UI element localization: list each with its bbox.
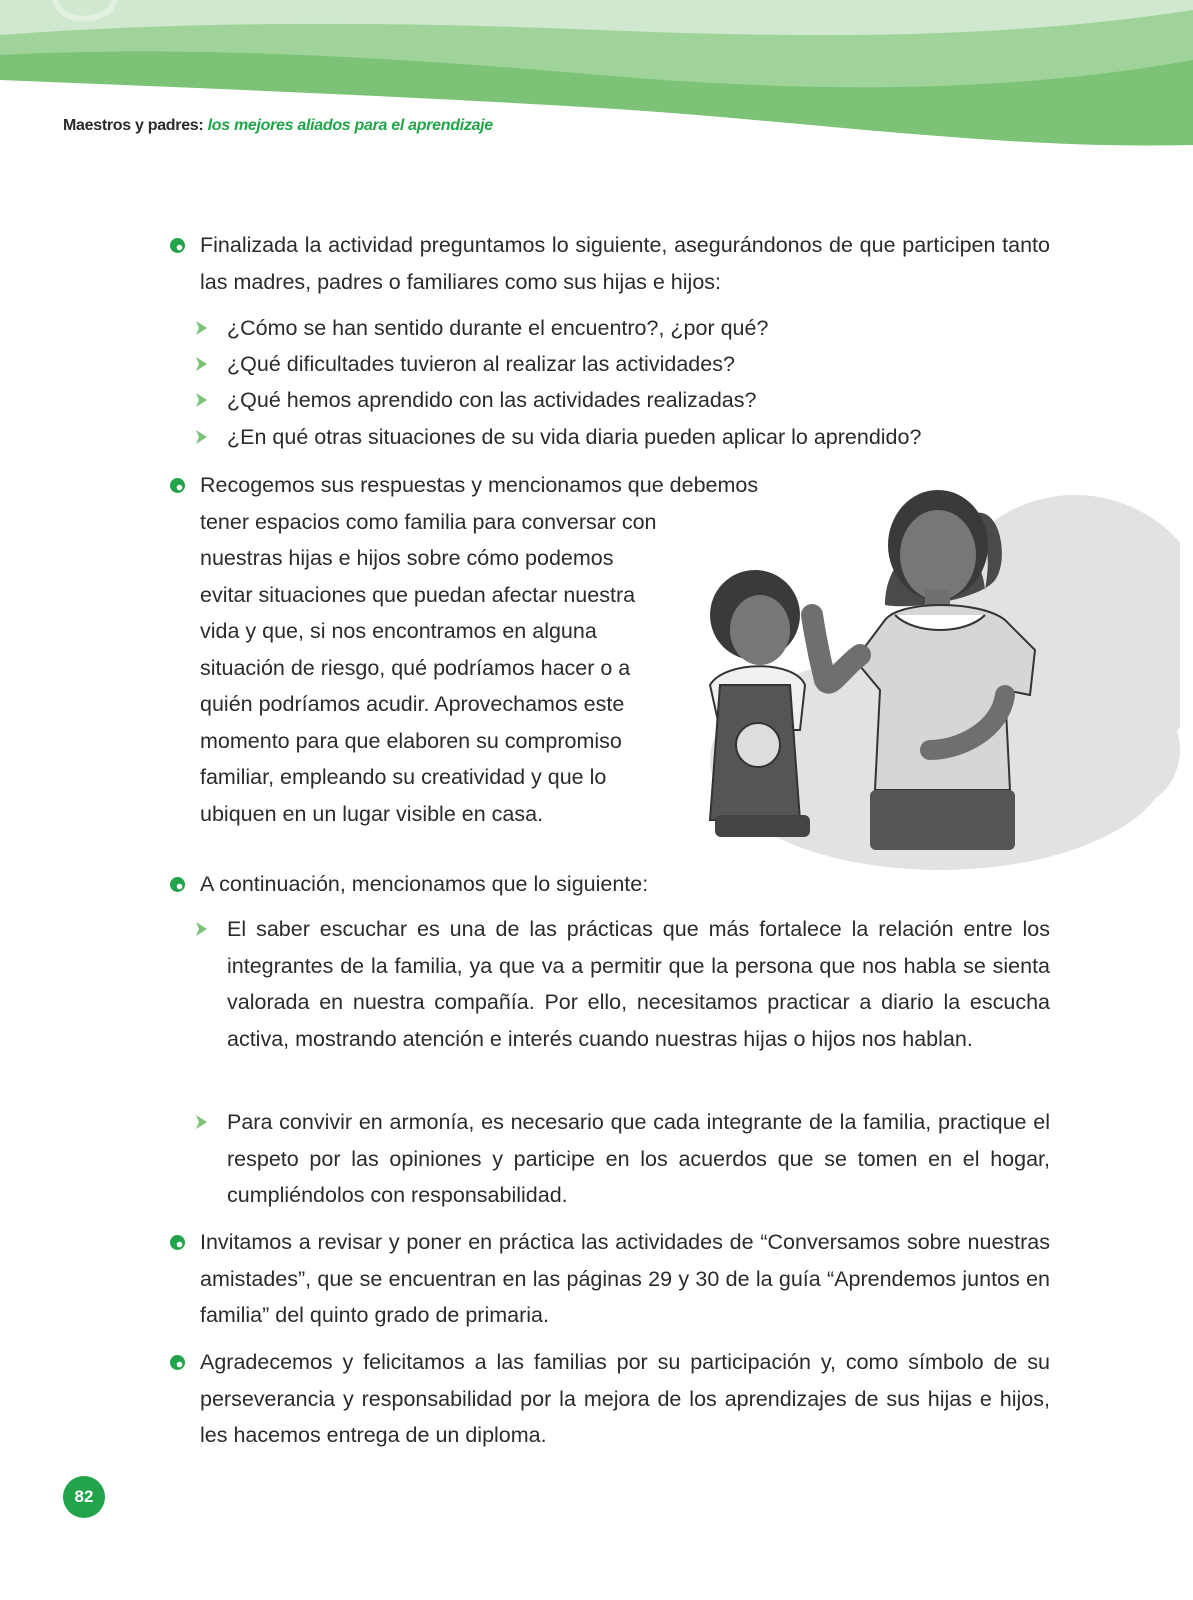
page-number: 82 xyxy=(63,1476,105,1518)
paragraph-line: ubiquen en un lugar visible en casa. xyxy=(200,801,544,826)
running-head-title: Maestros y padres: xyxy=(63,117,208,134)
bullet-item xyxy=(170,1344,1050,1456)
paragraph-line: nuestras hijas e hijos sobre cómo podemos xyxy=(200,546,614,570)
question-text: ¿En qué otras situaciones de su vida diaria pueden aplicar lo aprendido? xyxy=(227,425,922,449)
paragraph-line: vida y que, si nos encontramos en alguna xyxy=(200,619,597,643)
question-text: ¿Qué hemos aprendido con las actividades realizadas? xyxy=(227,388,757,412)
paragraph-line: momento para que elaboren su compromiso xyxy=(200,728,622,753)
paragraph-line: quién podríamos acudir. Aprovechamos este xyxy=(200,692,625,716)
running-head-subtitle: los mejores aliados para el aprendizaje xyxy=(207,117,493,134)
paragraph-text: A continuación, mencionamos que lo siguiente: xyxy=(200,872,649,896)
question-text: ¿Cómo se han sentido durante el encuentro?, ¿por qué? xyxy=(227,316,769,340)
bullet-item xyxy=(170,1224,1050,1336)
question-item xyxy=(195,382,1050,418)
paragraph-line: evitar situaciones que puedan afectar nuestra xyxy=(200,582,636,607)
green-bullet-icon xyxy=(170,1235,185,1250)
statement-text: El saber escuchar es una de las prácticas que más fortalece la relación entre los integrantes de la familia, ya que va a permitir que la persona que nos habla se sienta valorada en nuestra compañía. Por ello, necesitamos practicar a diario la escucha activa, mostrando atención e interés cuando nuestras hijas o hijos nos hablan. xyxy=(227,917,1050,1051)
statement-text: Para convivir en armonía, es necesario que cada integrante de la familia, practique el respeto por las opiniones y participe en los acuerdos que se tomen en el hogar, cumpliéndolos con responsabilidad. xyxy=(227,1110,1050,1207)
chevron-right-icon xyxy=(195,357,207,371)
green-bullet-icon xyxy=(170,877,185,892)
bullet-item xyxy=(170,227,1050,302)
question-item xyxy=(195,419,1050,455)
question-item xyxy=(195,310,1050,346)
running-head xyxy=(63,117,493,135)
chevron-right-icon xyxy=(195,321,207,335)
bullet-item xyxy=(170,866,1050,902)
paragraph-line: Recogemos sus respuestas y mencionamos que debemos xyxy=(200,473,759,497)
chevron-right-icon xyxy=(195,430,207,444)
green-bullet-icon xyxy=(170,238,185,253)
chevron-right-icon xyxy=(195,1115,207,1129)
chevron-right-icon xyxy=(195,922,207,936)
paragraph-text: Invitamos a revisar y poner en práctica las actividades de “Conversamos sobre nuestras amistades”, que se encuentran en las páginas 29 y 30 de la guía “Aprendemos juntos en familia” del quinto grado de primaria. xyxy=(200,1230,1050,1327)
question-item xyxy=(195,346,1050,382)
question-text: ¿Qué dificultades tuvieron al realizar las actividades? xyxy=(227,352,735,376)
paragraph-line: familiar, empleando su creatividad y que lo xyxy=(200,765,607,789)
header-wave-banner xyxy=(0,0,1193,160)
statement-item xyxy=(195,911,1050,1096)
paragraph-line: tener espacios como familia para conversar con xyxy=(200,509,657,534)
paragraph-text: Agradecemos y felicitamos a las familias por su participación y, como símbolo de su perseverancia y responsabilidad por la mejora de los aprendizajes de sus hijas e hijos, les hacemos entrega de un diploma. xyxy=(200,1350,1050,1447)
paragraph-text: Finalizada la actividad preguntamos lo siguiente, asegurándonos de que participen tanto las madres, padres o familiares como sus hijas e hijos: xyxy=(200,233,1050,294)
green-bullet-icon xyxy=(170,478,185,493)
paragraph-text xyxy=(200,467,820,832)
green-bullet-icon xyxy=(170,1355,185,1370)
paragraph-line: situación de riesgo, qué podríamos hacer o a xyxy=(200,655,631,680)
chevron-right-icon xyxy=(195,393,207,407)
bullet-item xyxy=(170,467,1050,832)
statement-item xyxy=(195,1104,1050,1216)
